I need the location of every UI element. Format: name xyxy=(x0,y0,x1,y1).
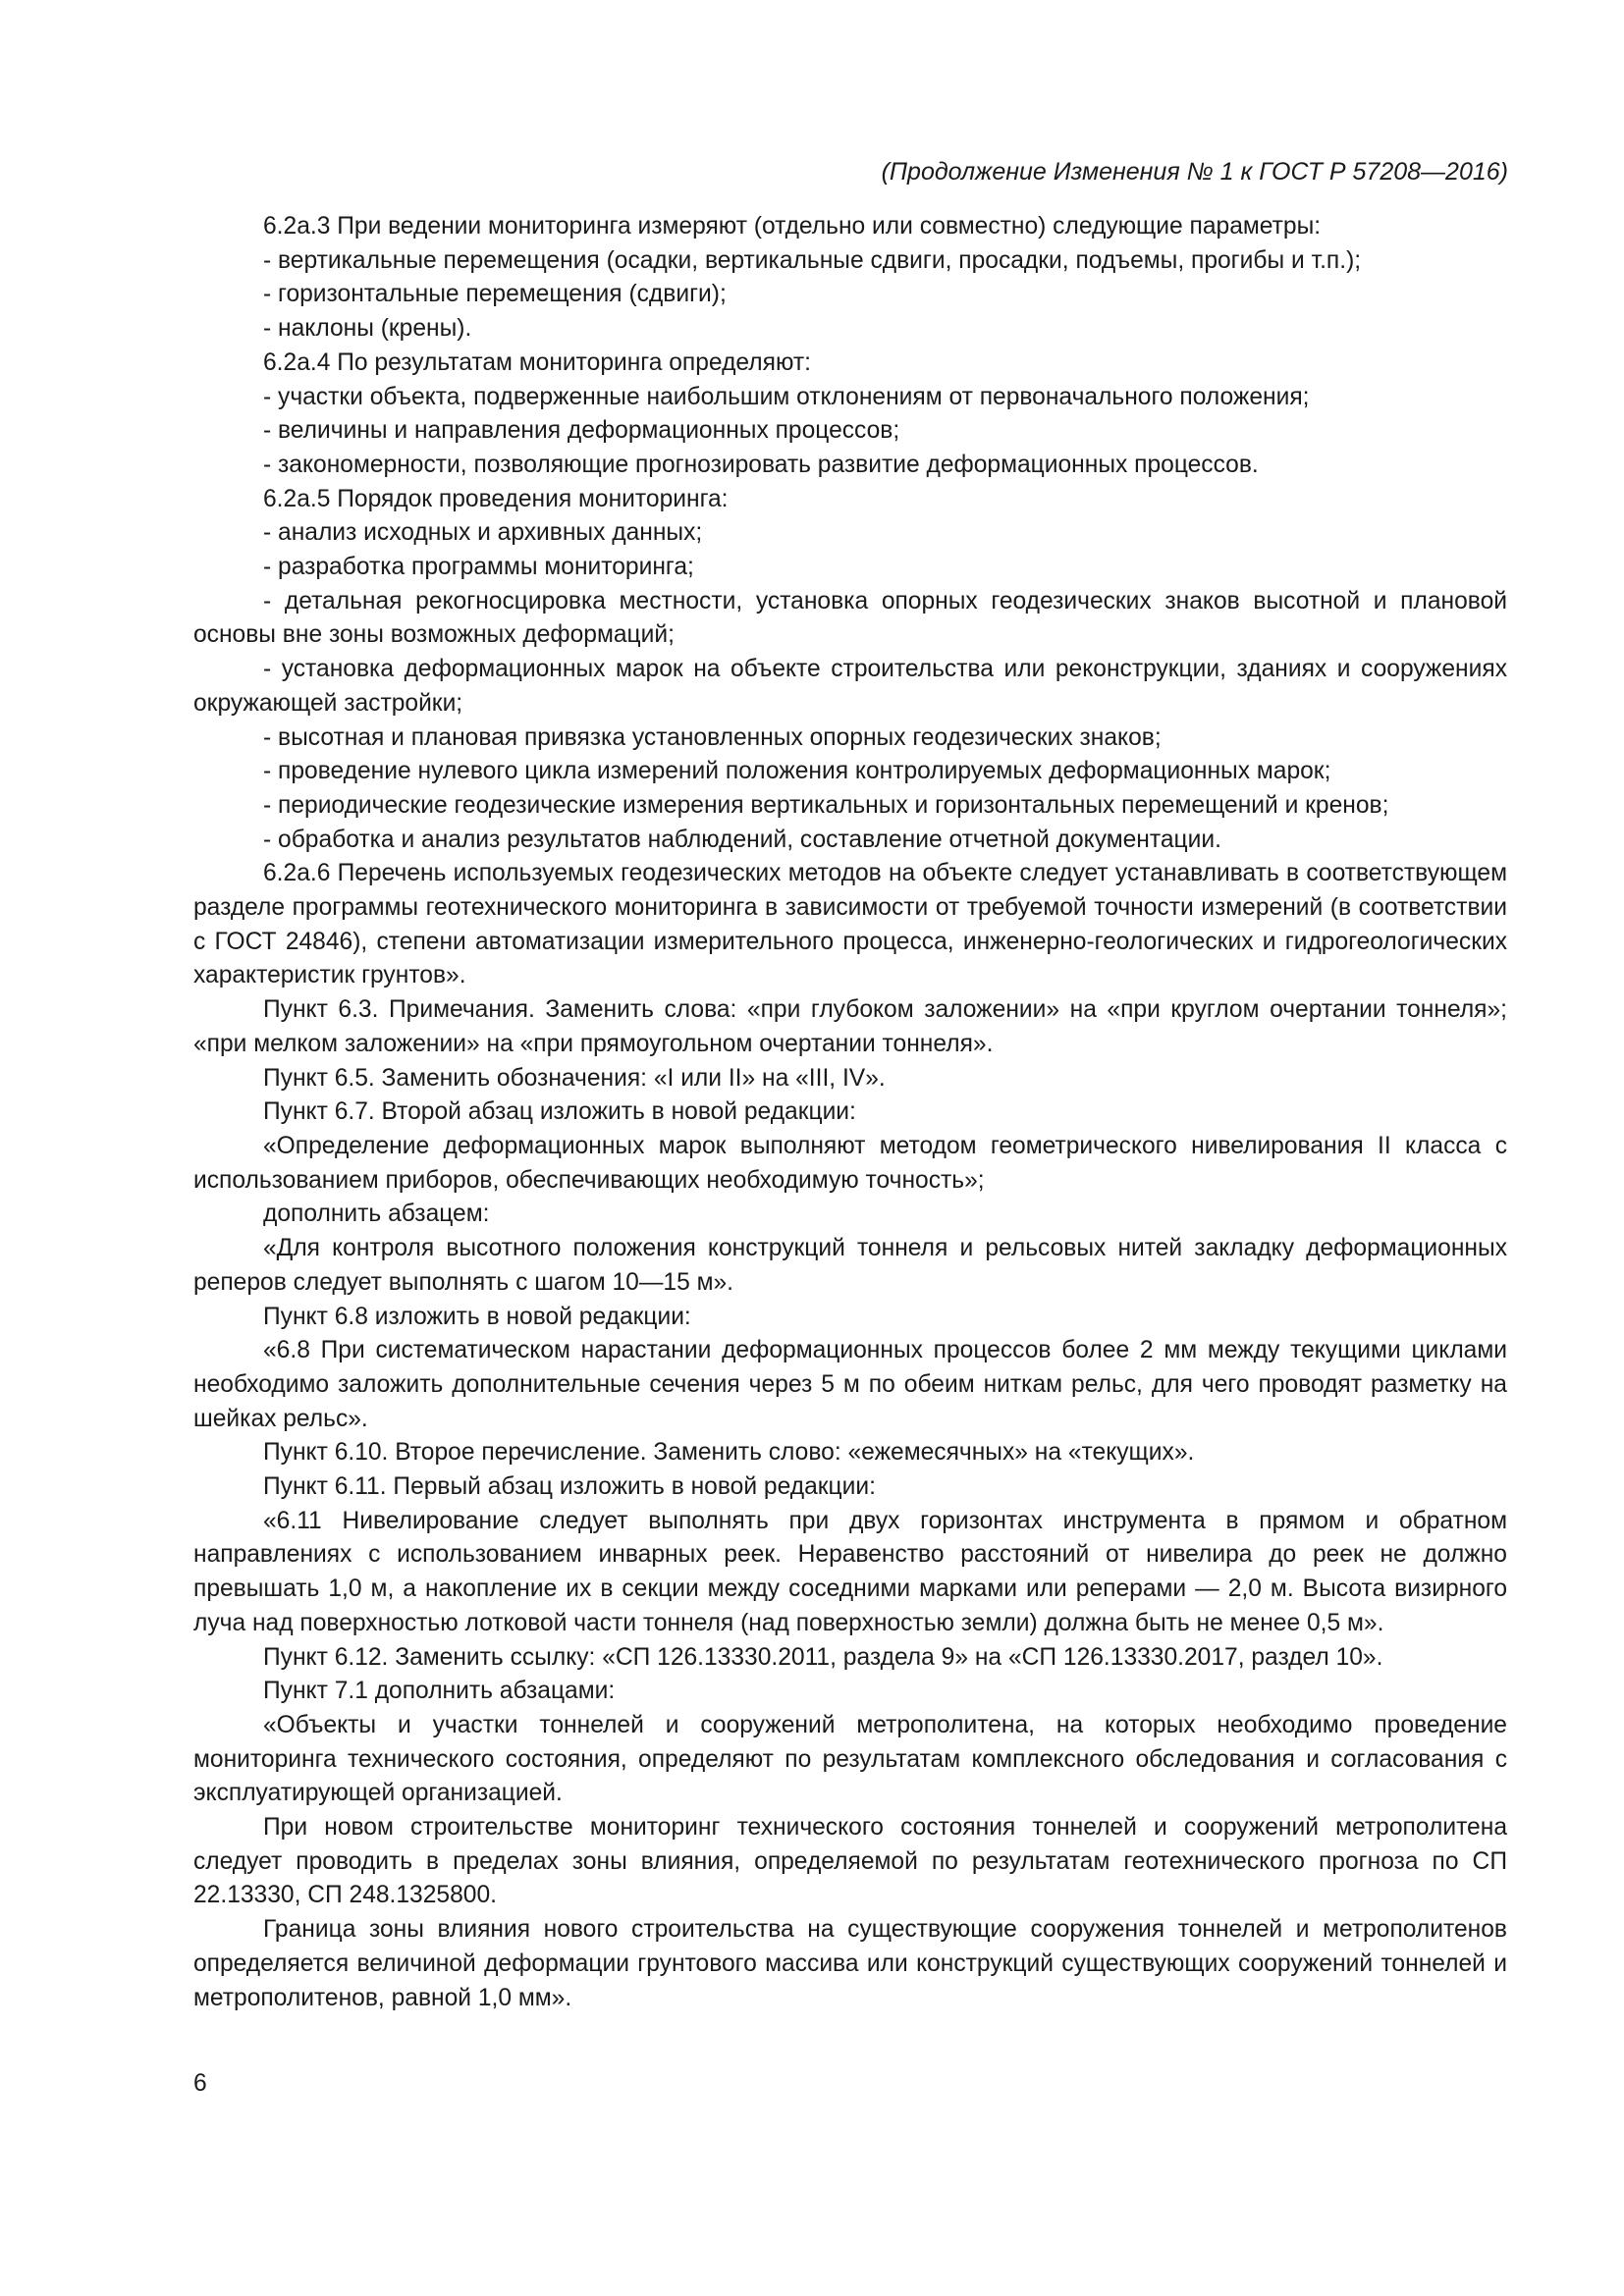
list-item-referencing: - высотная и плановая привязка установленных опорных геодезических знаков; xyxy=(263,723,1162,751)
document-body xyxy=(193,210,1507,2015)
list-item-periodic-measurements: - периодические геодезические измерения вертикальных и горизонтальных перемещений и кренов; xyxy=(263,791,1389,819)
quote-7-1-influence-zone: Граница зоны влияния нового строительства на существующие сооружения тоннелей и метрополитенов определяется величиной деформации грунтового массива или конструкций существующих сооружений тоннелей и метрополитенов, равной 1,0 мм». xyxy=(193,1916,1507,2011)
list-item-horizontal-displacements: - горизонтальные перемещения (сдвиги); xyxy=(263,281,727,308)
quote-6-11: «6.11 Нивелирование следует выполнять при двух горизонтах инструмента в прямом и обратном направлениях с использованием инварных реек. Неравенство расстояний от нивелира до реек не должно превышать 1,0 м, а накопление их в секции между соседними марками или реперами — 2,0 м. Высота визирного луча над поверхностью лотковой части тоннеля (над поверхностью земли) должна быть не менее 0,5 м». xyxy=(193,1507,1507,1636)
paragraph-6-2a-5: 6.2а.5 Порядок проведения мониторинга: xyxy=(263,485,729,512)
paragraph-item-6-10: Пункт 6.10. Второе перечисление. Заменить слово: «ежемесячных» на «текущих». xyxy=(263,1439,1195,1467)
paragraph-item-6-7: Пункт 6.7. Второй абзац изложить в новой редакции: xyxy=(263,1098,856,1126)
list-item-magnitudes: - величины и направления деформационных процессов; xyxy=(263,417,900,445)
list-item-tilts: - наклоны (крены). xyxy=(263,315,472,343)
list-item-zero-cycle: - проведение нулевого цикла измерений положения контролируемых деформационных марок; xyxy=(263,758,1331,785)
list-item-mark-installation: - установка деформационных марок на объекте строительства или реконструкции, зданиях и сооружениях окружающей застройки; xyxy=(193,656,1507,717)
page-number: 6 xyxy=(193,2070,207,2097)
paragraph-6-2a-4: 6.2а.4 По результатам мониторинга определяют: xyxy=(263,348,811,376)
quote-7-1-objects: «Объекты и участки тоннелей и сооружений метрополитена, на которых необходимо проведение мониторинга технического состояния, определяют по результатам комплексного обследования и согласования с эксплуатирующей организацией. xyxy=(193,1711,1507,1807)
running-header: (Продолжение Изменения № 1 к ГОСТ Р 57208—2016) xyxy=(881,158,1508,186)
list-item-vertical-displacements: - вертикальные перемещения (осадки, вертикальные сдвиги, просадки, подъемы, прогибы и т.п.); xyxy=(263,246,1362,274)
quote-6-7-added-paragraph: «Для контроля высотного положения конструкций тоннеля и рельсовых нитей закладку деформационных реперов следует выполнять с шагом 10—15 м». xyxy=(193,1235,1507,1296)
paragraph-item-6-5: Пункт 6.5. Заменить обозначения: «I или II» на «III, IV». xyxy=(263,1064,886,1092)
quote-7-1-new-construction: При новом строительстве мониторинг технического состояния тоннелей и сооружений метрополитена следует проводить в пределах зоны влияния, определяемой по результатам геотехнического прогноза по СП 22.13330, СП 248.1325800. xyxy=(193,1814,1507,1909)
list-item-object-sections: - участки объекта, подверженные наибольшим отклонениям от первоначального положения; xyxy=(263,383,1310,410)
quote-6-8: «6.8 При систематическом нарастании деформационных процессов более 2 мм между текущими циклами необходимо заложить дополнительные сечения через 5 м по обеим ниткам рельс, для чего проводят разметку на шейках рельс». xyxy=(193,1337,1507,1432)
list-item-regularities: - закономерности, позволяющие прогнозировать развитие деформационных процессов. xyxy=(263,451,1259,478)
paragraph-item-6-12: Пункт 6.12. Заменить ссылку: «СП 126.13330.2011, раздела 9» на «СП 126.13330.2017, раздел 10». xyxy=(263,1643,1383,1671)
paragraph-supplement-note: дополнить абзацем: xyxy=(263,1201,490,1228)
list-item-reconnaissance: - детальная рекогносцировка местности, установка опорных геодезических знаков высотной и плановой основы вне зоны возможных деформаций; xyxy=(193,587,1507,649)
paragraph-6-2a-6: 6.2а.6 Перечень используемых геодезических методов на объекте следует устанавливать в соответствующем разделе программы геотехнического мониторинга в зависимости от требуемой точности измерений (в соответствии с ГОСТ 24846), степени автоматизации измерительного процесса, инженерно-геологических и гидрогеологических характеристик грунтов». xyxy=(193,860,1507,989)
paragraph-item-7-1: Пункт 7.1 дополнить абзацами: xyxy=(263,1678,616,1705)
paragraph-6-2a-3: 6.2а.3 При ведении мониторинга измеряют (отдельно или совместно) следующие параметры: xyxy=(263,213,1322,240)
list-item-processing: - обработка и анализ результатов наблюдений, составление отчетной документации. xyxy=(263,826,1221,853)
list-item-data-analysis: - анализ исходных и архивных данных; xyxy=(263,519,703,547)
paragraph-item-6-11: Пункт 6.11. Первый абзац изложить в новой редакции: xyxy=(263,1473,876,1501)
paragraph-item-6-8: Пункт 6.8 изложить в новой редакции: xyxy=(263,1303,691,1330)
list-item-program-development: - разработка программы мониторинга; xyxy=(263,554,694,581)
paragraph-item-6-3: Пункт 6.3. Примечания. Заменить слова: «при глубоком заложении» на «при круглом очертании тоннеля»; «при мелком заложении» на «при прямоугольном очертании тоннеля». xyxy=(193,996,1507,1057)
quote-6-7-second-paragraph: «Определение деформационных марок выполняют методом геометрического нивелирования II класса с использованием приборов, обеспечивающих необходимую точность»; xyxy=(193,1132,1507,1194)
